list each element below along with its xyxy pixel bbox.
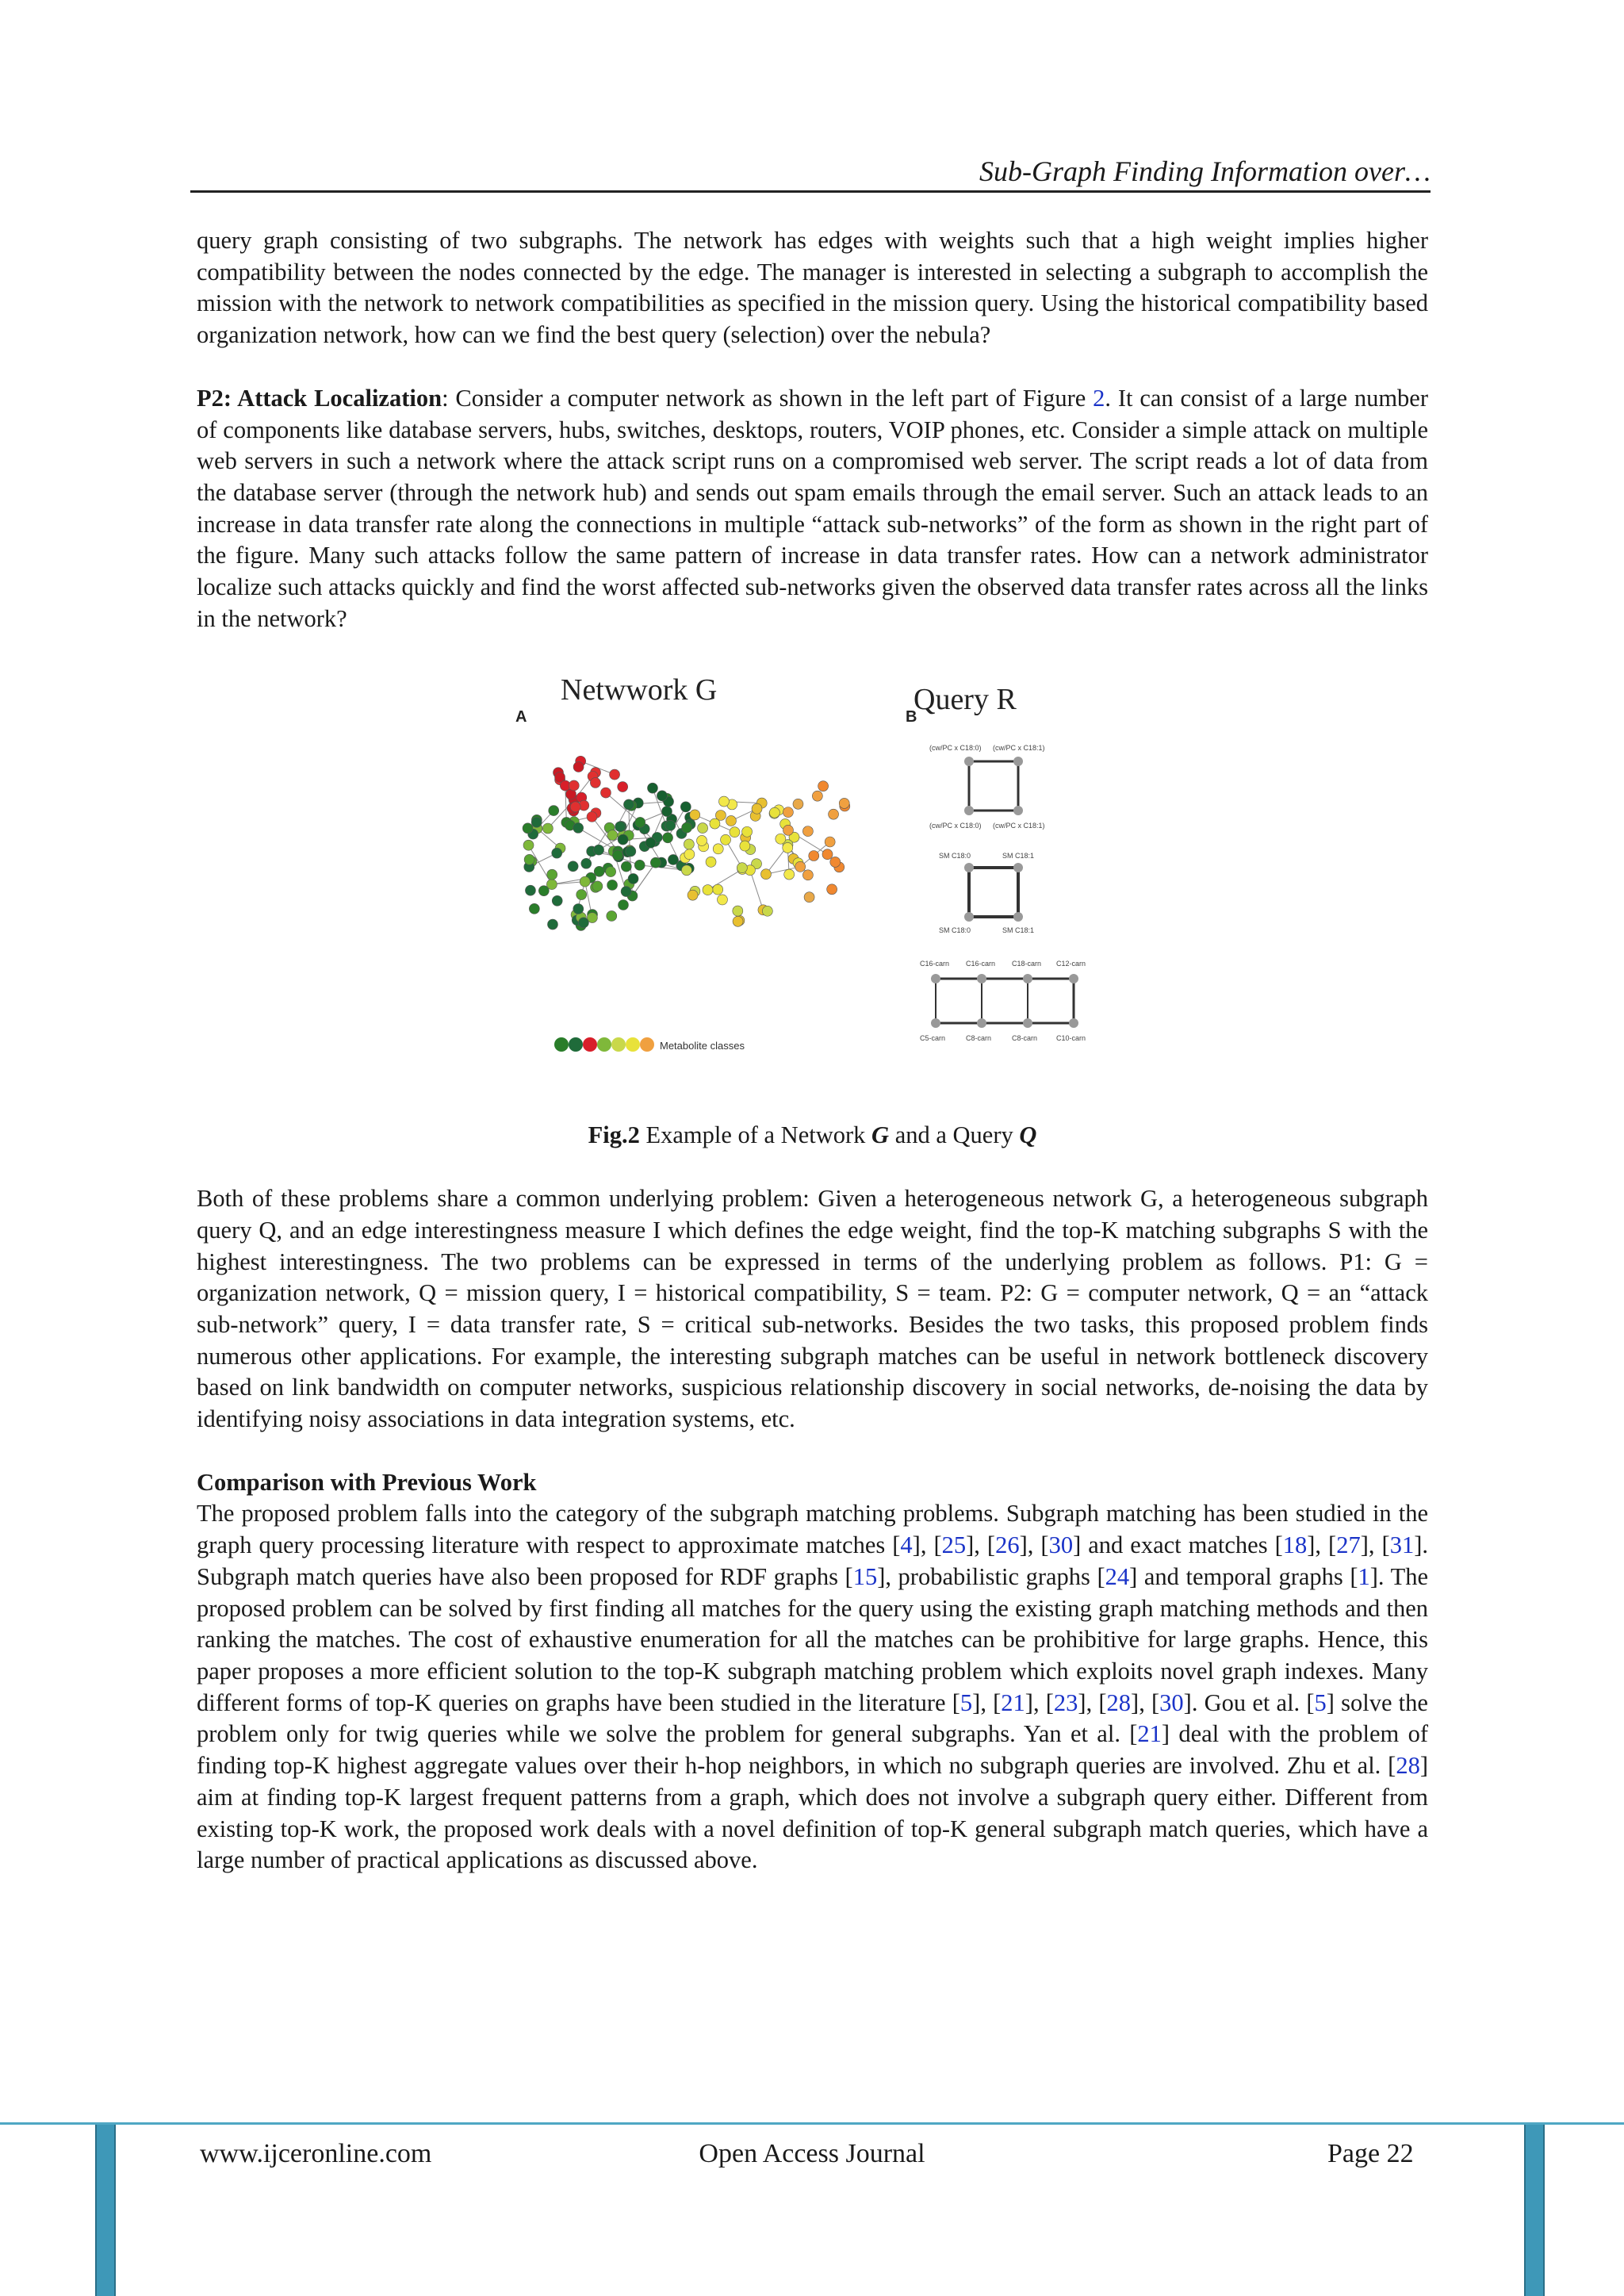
citation-link[interactable]: 21 [1137, 1720, 1162, 1748]
footer-rule [0, 2122, 1624, 2125]
citation-link[interactable]: 28 [1396, 1752, 1420, 1780]
svg-text:C16-carn: C16-carn [966, 960, 996, 968]
p2-label: P2: Attack Localization [197, 384, 442, 412]
network-node [578, 918, 588, 928]
citation-link[interactable]: 23 [1053, 1688, 1078, 1716]
network-node [688, 891, 698, 901]
network-node [802, 826, 813, 837]
network-node [570, 802, 580, 812]
network-node [607, 830, 618, 841]
network-node [592, 881, 603, 891]
network-node [703, 885, 713, 895]
network-node [793, 799, 803, 810]
network-node [529, 904, 539, 914]
network-node [569, 780, 579, 791]
network-node [531, 818, 542, 828]
network-node [612, 850, 622, 861]
network-node [573, 762, 584, 772]
network-node [645, 838, 656, 849]
legend-label: Metabolite classes [660, 1040, 745, 1052]
network-node [680, 802, 691, 812]
paragraph-comparison: The proposed problem falls into the category of the subgraph matching problems. Subgraph matching has been studied in the graph query processing literature with respect to approximate matches [4], [25], [26], [30] and exact matches [18], [27], [31]. Subgraph match queries have also been proposed for RDF graphs [15], probabilistic graphs [24] and temporal graphs [1]. The proposed problem can be solved by first finding all matches for the query using the existing graph matching methods and then ranking the matches. The cost of exhaustive enumeration for all the matches can be prohibitive for large graphs. Hence, this paper proposes a more efficient solution to the top-K subgraph matching problem which exploits novel graph indexes. Many different forms of top-K queries on graphs have been studied in the literature [5], [21], [23], [28], [30]. Gou et al. [5] solve the problem only for twig queries while we solve the problem for general subgraphs. Yan et al. [21] deal with the problem of finding top-K highest aggregate values over their h-hop neighbors, in which no subgraph queries are involved. Zhu et al. [28] aim at finding top-K largest frequent patterns from a graph, which does not involve a subgraph query either. Different from existing top-K work, the proposed work deals with a novel definition of top-K general subgraph match queries, which have a large number of practical applications as discussed above. [197, 1500, 1428, 1874]
network-node [733, 917, 743, 927]
citation-link[interactable]: 30 [1048, 1531, 1074, 1559]
svg-text:C16-carn: C16-carn [920, 960, 950, 968]
network-node [661, 807, 672, 817]
svg-text:C8-carn: C8-carn [966, 1034, 992, 1043]
network-node [573, 823, 584, 834]
network-node [634, 861, 645, 871]
network-node [718, 796, 729, 807]
network-node [784, 869, 795, 880]
figure-caption: Fig.2 Example of a Network G and a Query Q [588, 1121, 1037, 1149]
network-node [804, 892, 814, 903]
running-head: Sub-Graph Finding Information over… [979, 155, 1431, 187]
citation-link[interactable]: 30 [1159, 1688, 1184, 1716]
network-node [760, 869, 771, 880]
network-node [698, 823, 708, 834]
network-node [668, 855, 678, 865]
network-node [802, 870, 813, 880]
network-node [762, 907, 772, 917]
network-node [580, 877, 590, 887]
network-node [650, 858, 661, 868]
network-node [706, 857, 716, 868]
svg-text:(cw/PC x C18:1): (cw/PC x C18:1) [993, 744, 1045, 753]
query-title: Query R [914, 683, 1017, 717]
network-node [752, 804, 762, 815]
network-node [829, 810, 839, 820]
network-node [552, 896, 562, 907]
svg-text:SM C18:1: SM C18:1 [1002, 852, 1035, 861]
network-node [621, 887, 631, 897]
network-node [730, 827, 740, 838]
network-node [606, 867, 616, 877]
citation-link[interactable]: 25 [941, 1531, 967, 1559]
network-node [594, 867, 604, 877]
network-node [733, 907, 743, 917]
network-node [839, 799, 849, 809]
network-node [740, 841, 750, 852]
network-node [812, 792, 822, 802]
network-node [542, 823, 553, 834]
network-node [538, 886, 549, 896]
network-node [682, 823, 692, 834]
network-node [769, 808, 779, 818]
network-node [657, 791, 667, 801]
panel-a-label: A [515, 708, 527, 726]
network-node [547, 870, 557, 880]
network-node [647, 784, 657, 794]
network-node [594, 845, 604, 856]
network-node [568, 861, 578, 872]
network-title: Netwwork G [561, 673, 718, 707]
network-node [827, 884, 837, 895]
network-node [822, 849, 833, 860]
network-node [783, 807, 793, 818]
network-node [726, 816, 736, 826]
network-node [818, 781, 829, 792]
paragraph-underlying-problem: Both of these problems share a common underlying problem: Given a heterogeneous network G, a heterogeneous subgraph query Q, and an edge interestingness measure I which defines the edge weight, find the top-K matching subgraphs S with the highest interestingness. The two problems can be expressed in terms of the underlying problem as follows. P1: G = organization network, Q = mission query, I = historical compatibility, S = team. P2: G = computer network, Q = an “attack sub-network” query, I = data transfer rate, S = critical sub-networks. Besides the two tasks, this proposed problem finds numerous other applications. For example, the interesting subgraph matches can be useful in network bottleneck discovery based on link bandwidth on computer networks, suspicious relationship discovery in social networks, de-noising the data by identifying noisy associations in data integration systems, etc. [197, 1185, 1428, 1433]
network-node [713, 844, 723, 854]
network-node [783, 843, 793, 853]
network-node [681, 865, 691, 876]
network-node [552, 849, 562, 859]
network-node [626, 846, 636, 857]
network-node [684, 839, 694, 849]
network-node [717, 895, 727, 905]
footer-page-number: Page 22 [1327, 2139, 1414, 2168]
network-node [721, 835, 731, 845]
network-node [573, 904, 584, 914]
citation-link[interactable]: 4 [900, 1531, 913, 1559]
network-node [628, 874, 638, 884]
network-node [737, 863, 747, 873]
network-node [600, 788, 611, 798]
svg-text:(cw/PC x C18:1): (cw/PC x C18:1) [993, 822, 1045, 830]
network-node [663, 833, 673, 843]
network-node [523, 823, 533, 834]
citation-link[interactable]: 5 [959, 1688, 973, 1716]
svg-text:SM C18:0: SM C18:0 [939, 926, 971, 935]
svg-text:(cw/PC x C18:0): (cw/PC x C18:0) [929, 822, 982, 830]
svg-text:SM C18:1: SM C18:1 [1002, 926, 1035, 935]
paragraph-p1-continuation: query graph consisting of two subgraphs. The network has edges with weights such that a high weight implies higher compatibility between the nodes connected by the edge. The manager is interested in selecting a subgraph to accomplish the mission with the network to network compatibilities as specified in the mission query. Using the historical compatibility based organization network, how can we find the best query (selection) over the nebula? [197, 227, 1428, 349]
network-node [697, 836, 707, 846]
svg-text:C8-carn: C8-carn [1012, 1034, 1038, 1043]
network-node [809, 851, 819, 861]
network-node [524, 855, 534, 865]
footer-journal-name: Open Access Journal [699, 2139, 925, 2168]
svg-text:C12-carn: C12-carn [1056, 960, 1086, 968]
citation-link[interactable]: 21 [1001, 1688, 1025, 1716]
network-node [713, 885, 723, 895]
page-body [197, 225, 1428, 1876]
network-node [635, 818, 645, 828]
network-node [615, 822, 626, 832]
svg-text:C18-carn: C18-carn [1012, 960, 1042, 968]
citation-link[interactable]: 26 [995, 1531, 1020, 1559]
citation-link[interactable]: 27 [1336, 1531, 1361, 1559]
network-node [587, 812, 597, 822]
network-node [607, 880, 618, 891]
svg-text:(cw/PC x C18:0): (cw/PC x C18:0) [929, 744, 982, 753]
network-node [742, 827, 753, 838]
network-node [665, 821, 676, 831]
svg-text:C10-carn: C10-carn [1056, 1034, 1086, 1043]
footer-website-link[interactable]: www.ijceronline.com [200, 2139, 432, 2168]
network-node [547, 919, 557, 930]
citation-link[interactable]: 1 [1358, 1562, 1370, 1590]
network-node [590, 778, 600, 788]
network-node [607, 911, 617, 922]
network-node [715, 811, 726, 821]
network-node [549, 806, 559, 816]
network-node [690, 810, 700, 820]
network-node [525, 886, 535, 896]
network-node [684, 849, 695, 860]
citation-link[interactable]: 15 [852, 1562, 878, 1590]
panel-b-label: B [906, 708, 917, 726]
network-node [795, 862, 806, 872]
figure-ref-link[interactable]: 2 [1093, 384, 1105, 412]
citation-link[interactable]: 18 [1282, 1531, 1308, 1559]
network-node [523, 841, 534, 851]
figure-image [501, 668, 1342, 1069]
network-node [825, 837, 835, 847]
network-node [618, 900, 628, 910]
network-node [830, 857, 841, 868]
network-node [576, 890, 587, 900]
citation-link[interactable]: 28 [1106, 1688, 1132, 1716]
citation-link[interactable]: 24 [1105, 1562, 1130, 1590]
section-heading: Comparison with Previous Work [197, 1468, 537, 1496]
network-node [610, 770, 620, 780]
network-node [618, 782, 628, 792]
network-node [621, 862, 631, 872]
network-node [618, 835, 628, 845]
citation-link[interactable]: 31 [1389, 1531, 1415, 1559]
network-node [581, 859, 592, 869]
svg-text:SM C18:0: SM C18:0 [939, 852, 971, 861]
figure-2 [197, 668, 1428, 1120]
network-node [783, 826, 793, 836]
svg-text:C5-carn: C5-carn [920, 1034, 946, 1043]
network-node [623, 799, 634, 810]
citation-link[interactable]: 5 [1314, 1688, 1327, 1716]
network-node [776, 834, 786, 845]
header-rule [190, 190, 1431, 193]
paragraph-p2: P2: Attack Localization: Consider a computer network as shown in the left part of Figure 2. It can consist of a large number of components like database servers, hubs, switches, desktops, routers, VOIP phones, etc. Consider a simple attack on multiple web servers in such a network where the attack script runs on a compromised web server. The script reads a lot of data from the database server (through the network hub) and sends out spam emails through the email server. Such an attack leads to an increase in data transfer rate along the connections in multiple “attack sub-networks” of the form as shown in the right part of the figure. Many such attacks follow the same pattern of increase in data transfer rates. How can a network administrator localize such attacks quickly and find the worst affected sub-networks given the observed data transfer rates across all the links in the network? [197, 384, 1429, 632]
